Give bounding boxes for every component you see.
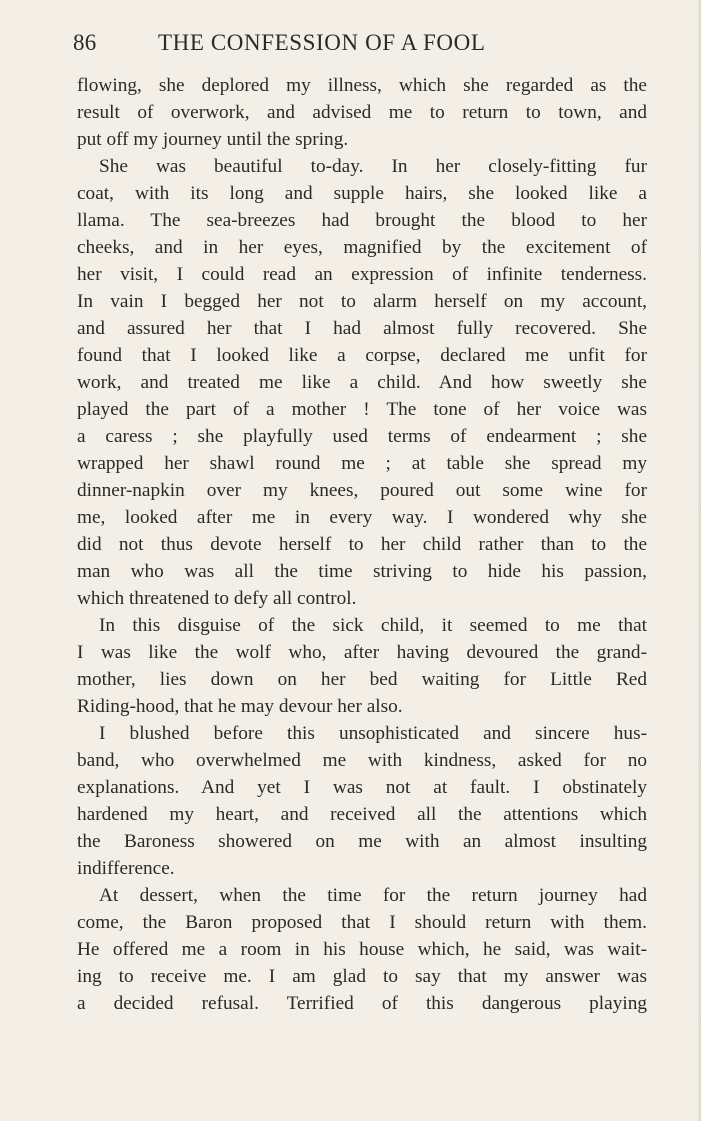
text-line: a decided refusal. Terrified of this dangerous playing xyxy=(77,993,647,1014)
text-line: She was beautiful to-day. In her closely-fitting fur xyxy=(99,156,647,177)
text-line: which threatened to defy all control. xyxy=(77,588,357,609)
text-line: put off my journey until the spring. xyxy=(77,129,349,150)
text-line: I was like the wolf who, after having devoured the grand- xyxy=(77,642,647,663)
text-line: band, who overwhelmed me with kindness, asked for no xyxy=(77,750,647,771)
text-line: flowing, she deplored my illness, which she regarded as the xyxy=(77,75,647,96)
text-line: found that I looked like a corpse, declared me unfit for xyxy=(77,345,647,366)
text-line: At dessert, when the time for the return journey had xyxy=(99,885,647,906)
text-line: me, looked after me in every way. I wondered why she xyxy=(77,507,647,528)
body-text xyxy=(77,72,647,1017)
text-line: He offered me a room in his house which, he said, was wait- xyxy=(77,939,647,960)
text-line: In this disguise of the sick child, it seemed to me that xyxy=(99,615,647,636)
text-line: explanations. And yet I was not at fault. I obstinately xyxy=(77,777,647,798)
text-line: did not thus devote herself to her child rather than to the xyxy=(77,534,647,555)
text-line: man who was all the time striving to hide his passion, xyxy=(77,561,647,582)
text-line: cheeks, and in her eyes, magnified by the excitement of xyxy=(77,237,647,258)
text-line: hardened my heart, and received all the attentions which xyxy=(77,804,647,825)
page-header xyxy=(73,30,648,58)
running-title: THE CONFESSION OF A FOOL xyxy=(158,30,486,55)
text-line: I blushed before this unsophisticated and sincere hus- xyxy=(99,723,647,744)
text-line: coat, with its long and supple hairs, she looked like a xyxy=(77,183,647,204)
text-line: the Baroness showered on me with an almost insulting xyxy=(77,831,647,852)
text-line: her visit, I could read an expression of infinite tenderness. xyxy=(77,264,647,285)
text-line: wrapped her shawl round me ; at table she spread my xyxy=(77,453,647,474)
text-line: a caress ; she playfully used terms of endearment ; she xyxy=(77,426,647,447)
text-line: llama. The sea-breezes had brought the blood to her xyxy=(77,210,647,231)
text-line: dinner-napkin over my knees, poured out some wine for xyxy=(77,480,647,501)
text-line: played the part of a mother ! The tone of her voice was xyxy=(77,399,647,420)
text-line: Riding-hood, that he may devour her also. xyxy=(77,696,403,717)
page-number: 86 xyxy=(73,30,97,55)
text-line: come, the Baron proposed that I should return with them. xyxy=(77,912,647,933)
text-line: work, and treated me like a child. And how sweetly she xyxy=(77,372,647,393)
text-line: mother, lies down on her bed waiting for Little Red xyxy=(77,669,647,690)
page-edge-shadow xyxy=(697,0,701,1121)
text-line: result of overwork, and advised me to return to town, and xyxy=(77,102,647,123)
text-line: In vain I begged her not to alarm herself on my account, xyxy=(77,291,647,312)
text-line: indifference. xyxy=(77,858,175,879)
text-line: and assured her that I had almost fully recovered. She xyxy=(77,318,647,339)
text-line: ing to receive me. I am glad to say that my answer was xyxy=(77,966,647,987)
